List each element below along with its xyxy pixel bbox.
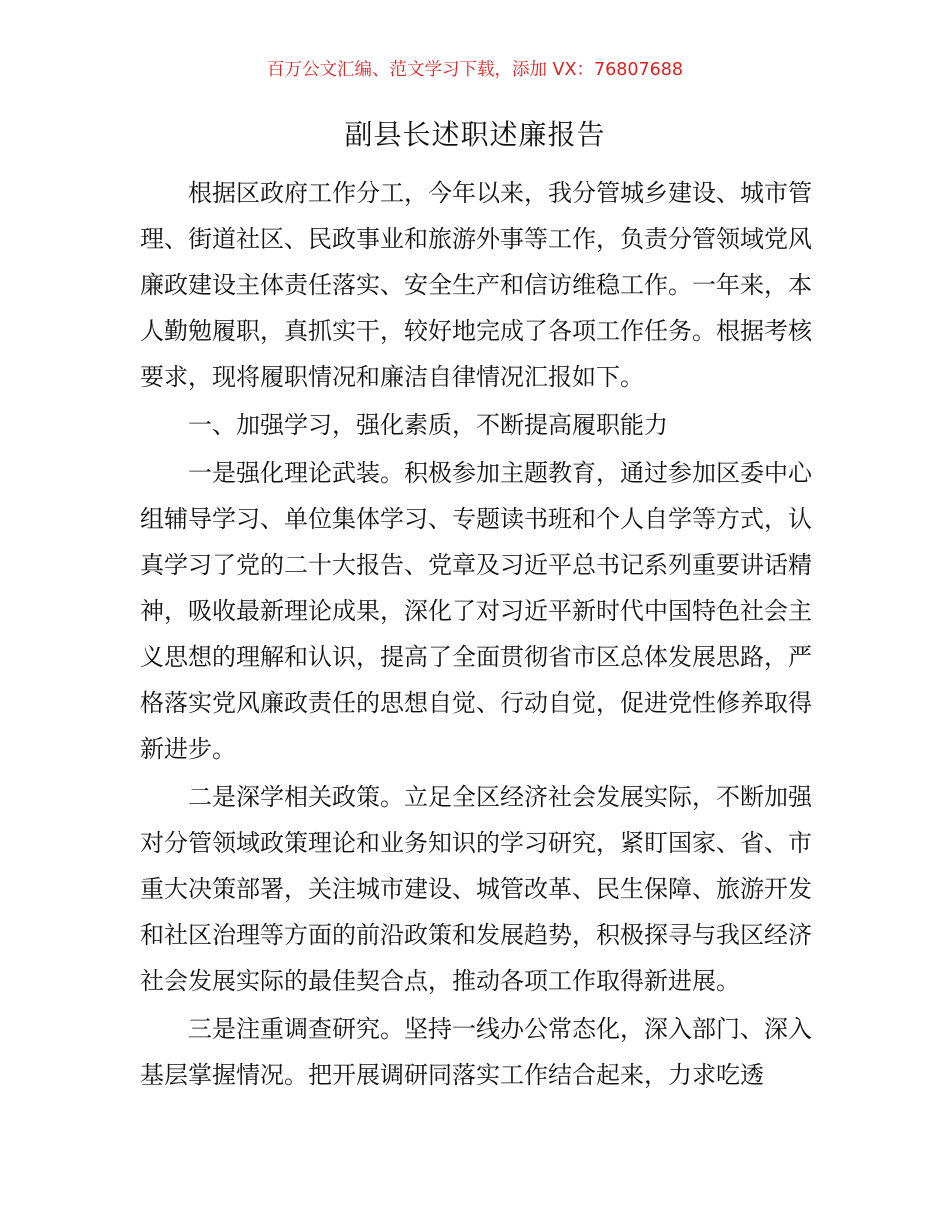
- section-heading-1: 一、加强学习，强化素质，不断提高履职能力: [188, 411, 668, 439]
- document-title: 副县长述职述廉报告: [344, 118, 606, 151]
- paragraph-policy: 二是深学相关政策。立足全区经济社会发展实际，不断加强对分管领域政策理论和业务知识的学习研究，紧盯国家、省、市重大决策部署，关注城市建设、城管改革、民生保障、旅游开发和社区治理等方面的前沿政策和发展趋势，积极探寻与我区经济社会发展实际的最佳契合点，推动各项工作取得新进展。: [140, 783, 812, 995]
- paragraph-theory: 一是强化理论武装。积极参加主题教育，通过参加区委中心组辅导学习、单位集体学习、专题读书班和个人自学等方式，认真学习了党的二十大报告、党章及习近平总书记系列重要讲话精神，吸收最新理论成果，深化了对习近平新时代中国特色社会主义思想的理解和认识，提高了全面贯彻省市区总体发展思路，严格落实党风廉政责任的思想自觉、行动自觉，促进党性修养取得新进步。: [140, 459, 812, 763]
- paragraph-research: 三是注重调查研究。坚持一线办公常态化，深入部门、深入基层掌握情况。把开展调研同落实工作结合起来，力求吃透: [140, 1015, 812, 1089]
- document-body: [140, 170, 812, 1098]
- intro-paragraph: 根据区政府工作分工，今年以来，我分管城乡建设、城市管理、街道社区、民政事业和旅游外事等工作，负责分管领域党风廉政建设主体责任落实、安全生产和信访维稳工作。一年来，本人勤勉履职，真抓实干，较好地完成了各项工作任务。根据考核要求，现将履职情况和廉洁自律情况汇报如下。: [140, 179, 812, 391]
- watermark-banner: 百万公文汇编、范文学习下载，添加 VX：76807688: [266, 60, 684, 80]
